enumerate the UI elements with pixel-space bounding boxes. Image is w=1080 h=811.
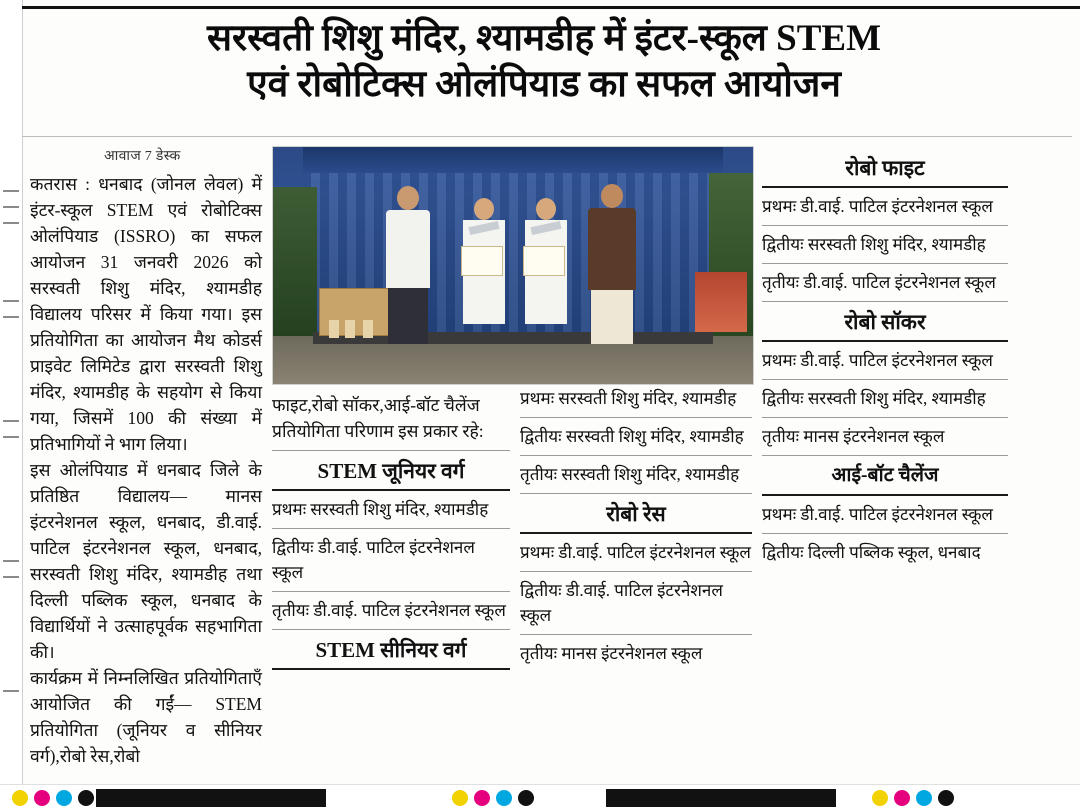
print-dot-black	[78, 790, 94, 806]
result-title-robo-race: रोबो रेस	[606, 502, 666, 526]
photo-student-2	[517, 198, 575, 344]
result-entry: प्रथमः डी.वाई. पाटिल इंटरनेशनल स्कूल	[520, 543, 751, 562]
result-title-robo-soccer: रोबो सॉकर	[844, 310, 926, 334]
article-paragraph-3: कार्यक्रम में निम्नलिखित प्रतियोगिताएँ आयोजित की गईं— STEM प्रतियोगिता (जूनियर व सीनियर वर्ग),रोबो रेस,रोबो	[30, 668, 262, 766]
result-entry: प्रथमः डी.वाई. पाटिल इंटरनेशनल स्कूल	[762, 351, 993, 370]
article-body	[30, 171, 262, 769]
result-entry: प्रथमः डी.वाई. पाटिल इंटरनेशनल स्कूल	[762, 197, 993, 216]
print-dots-middle	[452, 790, 534, 806]
print-dot-magenta	[894, 790, 910, 806]
print-dot-magenta	[474, 790, 490, 806]
print-dots-left	[12, 790, 94, 806]
print-dot-black	[518, 790, 534, 806]
photo-person-right	[579, 184, 645, 344]
article-column-4	[762, 152, 1008, 565]
result-entry: प्रथमः सरस्वती शिशु मंदिर, श्यामडीह	[272, 500, 489, 519]
article-column-3	[520, 386, 752, 666]
result-entry: तृतीयः डी.वाई. पाटिल इंटरनेशनल स्कूल	[272, 601, 506, 620]
print-dot-cyan	[916, 790, 932, 806]
print-dot-black	[938, 790, 954, 806]
article-column-2	[272, 392, 510, 676]
result-entry: तृतीयः मानस इंटरनेशनल स्कूल	[762, 427, 945, 446]
result-title-robo-fight: रोबो फाइट	[845, 156, 925, 180]
article-column-1	[30, 146, 262, 769]
byline: आवाज 7 डेस्क	[104, 149, 181, 164]
result-entry: द्वितीयः सरस्वती शिशु मंदिर, श्यामडीह	[520, 427, 744, 446]
print-bar-right	[606, 789, 836, 807]
result-entry: द्वितीयः सरस्वती शिशु मंदिर, श्यामडीह	[762, 235, 986, 254]
result-entry: द्वितीयः डी.वाई. पाटिल इंटरनेशनल स्कूल	[520, 581, 723, 625]
print-bar-left	[96, 789, 326, 807]
print-dot-yellow	[872, 790, 888, 806]
print-dot-cyan	[496, 790, 512, 806]
result-entry: प्रथमः सरस्वती शिशु मंदिर, श्यामडीह	[520, 389, 737, 408]
result-entry: तृतीयः सरस्वती शिशु मंदिर, श्यामडीह	[520, 465, 740, 484]
result-entry: द्वितीयः दिल्ली पब्लिक स्कूल, धनबाद	[762, 543, 981, 562]
header-rule	[22, 6, 1080, 9]
result-title-stem-senior: STEM सीनियर वर्ग	[315, 638, 467, 662]
headline-divider	[22, 136, 1072, 137]
article-paragraph-4: फाइट,रोबो सॉकर,आई-बॉट चैलेंज प्रतियोगिता परिणाम इस प्रकार रहे:	[272, 395, 484, 441]
print-registration-bar	[0, 784, 1080, 811]
photo-student-1	[455, 198, 513, 344]
print-dot-yellow	[452, 790, 468, 806]
result-entry: प्रथमः डी.वाई. पाटिल इंटरनेशनल स्कूल	[762, 505, 993, 524]
print-dot-magenta	[34, 790, 50, 806]
left-gutter-column	[0, 0, 23, 811]
print-dot-cyan	[56, 790, 72, 806]
result-entry: द्वितीयः डी.वाई. पाटिल इंटरनेशनल स्कूल	[272, 538, 475, 582]
headline-line-2: एवं रोबोटिक्स ओलंपियाड का सफल आयोजन	[247, 64, 841, 105]
result-entry: तृतीयः मानस इंटरनेशनल स्कूल	[520, 644, 703, 663]
page-title	[30, 16, 1058, 108]
article-paragraph-1: कतरास : धनबाद (जोनल लेवल) में इंटर-स्कूल STEM एवं रोबोटिक्स ओलंपियाड (ISSRO) का सफल आयोजन 31 जनवरी 2026 को सरस्वती शिशु मंदिर, श्यामडीह विद्यालय परिसर में किया गया। इस प्रतियोगिता का आयोजन मैथ कोडर्स प्राइवेट लिमिटेड द्वारा सरस्वती शिशु मंदिर, श्यामडीह के सहयोग से किया गया, जिसमें 100 की संख्या में प्रतिभागियों ने भाग लिया।	[30, 174, 262, 454]
result-entry: द्वितीयः सरस्वती शिशु मंदिर, श्यामडीह	[762, 389, 986, 408]
article-paragraph-2: इस ओलंपियाड में धनबाद जिले के प्रतिष्ठित विद्यालय— मानस इंटरनेशनल स्कूल, धनबाद, डी.वाई. पाटिल इंटरनेशनल स्कूल, धनबाद, सरस्वती शिशु मंदिर, श्यामडीह तथा दिल्ली पब्लिक स्कूल, धनबाद के विद्यार्थियों ने उत्साहपूर्वक सहभागिता की।	[30, 460, 262, 662]
print-dots-right	[872, 790, 954, 806]
result-title-ibot-challenge: आई-बॉट चैलेंज	[831, 465, 939, 486]
print-dot-yellow	[12, 790, 28, 806]
headline-line-1: सरस्वती शिशु मंदिर, श्यामडीह में इंटर-स्कूल STEM	[207, 18, 881, 59]
result-entry: तृतीयः डी.वाई. पाटिल इंटरनेशनल स्कूल	[762, 273, 996, 292]
result-title-stem-junior: STEM जूनियर वर्ग	[317, 459, 465, 483]
award-ceremony-photo	[272, 146, 754, 385]
photo-person-left	[377, 186, 439, 344]
